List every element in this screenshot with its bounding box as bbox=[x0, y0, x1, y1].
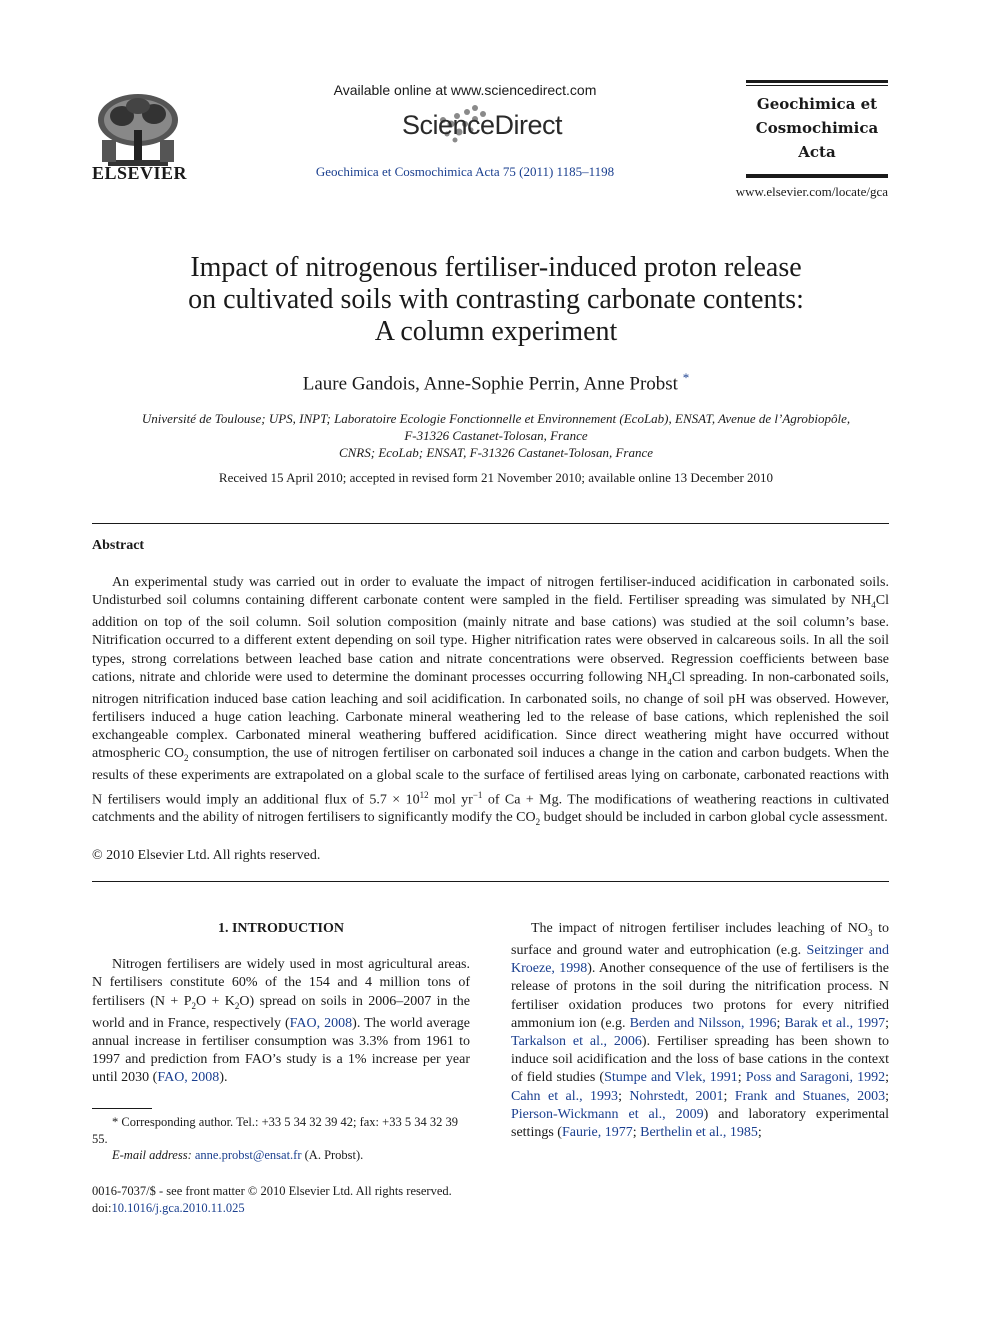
journal-rule-top bbox=[746, 80, 888, 83]
doi-line: doi:10.1016/j.gca.2010.11.025 bbox=[92, 1201, 245, 1215]
affiliations bbox=[96, 410, 896, 461]
corresponding-author-mark[interactable]: * bbox=[682, 370, 690, 385]
reference-link[interactable]: FAO, 2008 bbox=[289, 1015, 353, 1031]
reference-link[interactable]: Nohrstedt, 2001 bbox=[629, 1088, 724, 1104]
reference-link[interactable]: Stumpe and Vlek, 1991 bbox=[604, 1070, 738, 1086]
title-line-3: A column experiment bbox=[374, 316, 618, 347]
affiliation-line-1: Université de Toulouse; UPS, INPT; Laboratoire Ecologie Fonctionnelle et Environnement (EcoLab), ENSAT, Avenue de l’Agrobiopôle, bbox=[141, 411, 851, 426]
left-column bbox=[92, 920, 470, 1087]
available-online-text: Available online at www.sciencedirect.com bbox=[333, 82, 597, 98]
authors-text: Laure Gandois, Anne-Sophie Perrin, Anne Probst bbox=[302, 373, 678, 395]
right-column bbox=[511, 920, 889, 1142]
journal-name bbox=[746, 86, 888, 172]
title-line-1: Impact of nitrogenous fertiliser-induced proton release bbox=[190, 252, 802, 283]
journal-name-line-1: Geochimica et bbox=[756, 95, 878, 113]
divider-top bbox=[92, 523, 889, 524]
affiliation-line-2: F-31326 Castanet-Tolosan, France bbox=[404, 428, 588, 443]
affiliation-line-3: CNRS; EcoLab; ENSAT, F-31326 Castanet-Tolosan, France bbox=[338, 445, 654, 460]
article-title bbox=[100, 252, 892, 348]
corresponding-author-note: * Corresponding author. Tel.: +33 5 34 32 39 42; fax: +33 5 34 32 39 55. bbox=[92, 1115, 458, 1146]
intro-paragraph-1: Nitrogen fertilisers are widely used in most agricultural areas. N fertilisers constitute 60% of the 154 and 4 million tons of fertilisers $(N + P_2O + K_2O)$ spread on soils in 2006–2007 in the world and in France, respectively (FAO, 2008). The world average annual increase in fertiliser consumption was 3.3% from 1961 to 1997 and prediction from FAO’s study is a 1% increase per year until 2030 (FAO, 2008). bbox=[92, 957, 471, 1086]
abstract-body bbox=[92, 574, 889, 831]
abstract-heading: Abstract bbox=[92, 538, 145, 553]
journal-title-box bbox=[746, 80, 888, 178]
divider-bottom bbox=[92, 881, 889, 882]
reference-link[interactable]: Seitzinger and Kroeze, 1998 bbox=[511, 943, 889, 977]
journal-name-line-3: Acta bbox=[798, 143, 836, 161]
publisher-logo-text: ELSEVIER bbox=[92, 163, 188, 183]
journal-url-link[interactable]: www.elsevier.com/locate/gca bbox=[735, 184, 888, 199]
author-email-link[interactable]: anne.probst@ensat.fr bbox=[194, 1148, 302, 1162]
abstract-paragraph: An experimental study was carried out in order to evaluate the impact of nitrogen fertiliser-induced acidification in carbonated soils. Undisturbed soil columns containing different carbonate content were sampled in the field. Fertiliser spreading was simulated by $NH_4Cl$ addition on top of the soil column. Soil solution composition (mainly nitrate and base cations) was studied at the soil column’s base. Nitrification occurred to a different extent depending on soil type. Higher nitrification rates were observed in calcareous soils. In all the soil types, strong correlations between leached base cation and nitrate concentrations were observed. Regression coefficients between base cations, nitrate and chloride were used to determine the dominant processes occurring following $NH_4Cl$ spreading. In non-carbonated soils, nitrogen nitrification induced base cation leaching and soil acidification. In carbonated soils, no change of soil pH was observed. However, fertilisers induced a huge cation leaching. Carbonate mineral weathering led to the release of base cations, which replenished the soil exchangeable complex. Carbonated mineral weathering buffered acidification. Since direct weathering might have occurred without atmospheric $CO_2$ consumption, the use of nitrogen fertiliser on carbonated soil induces a change in the cation and carbon budgets. When the results of these experiments are extrapolated on a global scale to the surface of fertilised areas lying on carbonate, carbonated reactions with N fertilisers would imply an additional flux of $5.7 \times 10^{12}$ mol $yr^{-1}$ of Ca + Mg. The modifications of weathering reactions in cultivated catchments and the ability of nitrogen fertilisers to significantly modify the $CO_2$ budget should be included in carbon global cycle assessment. bbox=[92, 575, 889, 828]
intro-paragraph-2: The impact of nitrogen fertiliser includes leaching of $NO_3$ to surface and ground water and eutrophication (e.g. Seitzinger and Kroeze, 1998). Another consequence of the use of fertilisers is the release of protons in the soil during the nitrification process. N fertiliser oxidation produces two protons for every nitrified ammonium ion (e.g. Berden and Nilsson, 1996; Barak et al., 1997; Tarkalson et al., 2006). Fertiliser spreading has been shown to induce soil acidification and the loss of base cations in the context of field studies (Stumpe and Vlek, 1991; Poss and Saragoni, 1992; Cahn et al., 1993; Nohrstedt, 2001; Frank and Stuanes, 2003; Pierson-Wickmann et al., 2009) and laboratory experimental settings (Faurie, 1977; Berthelin et al., 1985; bbox=[511, 921, 890, 1141]
front-matter bbox=[92, 1183, 512, 1217]
reference-link[interactable]: FAO, 2008 bbox=[157, 1070, 220, 1086]
journal-name-line-2: Cosmochimica bbox=[755, 119, 879, 137]
sciencedirect-logo-text: ScienceDirect bbox=[402, 110, 563, 140]
journal-rule-bottom bbox=[746, 175, 888, 178]
reference-link[interactable]: Berthelin et al., 1985 bbox=[640, 1125, 758, 1141]
reference-link[interactable]: Frank and Stuanes, 2003 bbox=[734, 1088, 886, 1104]
reference-link[interactable]: Poss and Saragoni, 1992 bbox=[745, 1070, 886, 1086]
footnote bbox=[92, 1114, 470, 1164]
article-dates: Received 15 April 2010; accepted in revised form 21 November 2010; available online 13 December 2010 bbox=[218, 470, 774, 485]
reference-link[interactable]: Tarkalson et al., 2006 bbox=[511, 1034, 642, 1050]
reference-link[interactable]: Cahn et al., 1993 bbox=[511, 1088, 619, 1104]
email-note: E-mail address: anne.probst@ensat.fr (A. Probst). bbox=[112, 1148, 364, 1162]
reference-link[interactable]: Faurie, 1977 bbox=[561, 1125, 633, 1141]
issn-line: 0016-7037/$ - see front matter © 2010 Elsevier Ltd. All rights reserved. bbox=[92, 1184, 452, 1198]
introduction-heading: 1. INTRODUCTION bbox=[217, 921, 344, 936]
reference-link[interactable]: Berden and Nilsson, 1996 bbox=[629, 1015, 777, 1031]
journal-citation-link[interactable]: Geochimica et Cosmochimica Acta 75 (2011) 1185–1198 bbox=[315, 164, 615, 179]
doi-link[interactable]: 10.1016/j.gca.2010.11.025 bbox=[111, 1201, 245, 1215]
abstract-copyright: © 2010 Elsevier Ltd. All rights reserved. bbox=[92, 848, 321, 863]
author-list bbox=[100, 370, 892, 395]
reference-link[interactable]: Pierson-Wickmann et al., 2009 bbox=[511, 1106, 704, 1122]
reference-link[interactable]: Barak et al., 1997 bbox=[784, 1015, 886, 1031]
title-line-2: on cultivated soils with contrasting carbonate contents: bbox=[188, 284, 804, 315]
footnote-rule bbox=[92, 1108, 152, 1109]
